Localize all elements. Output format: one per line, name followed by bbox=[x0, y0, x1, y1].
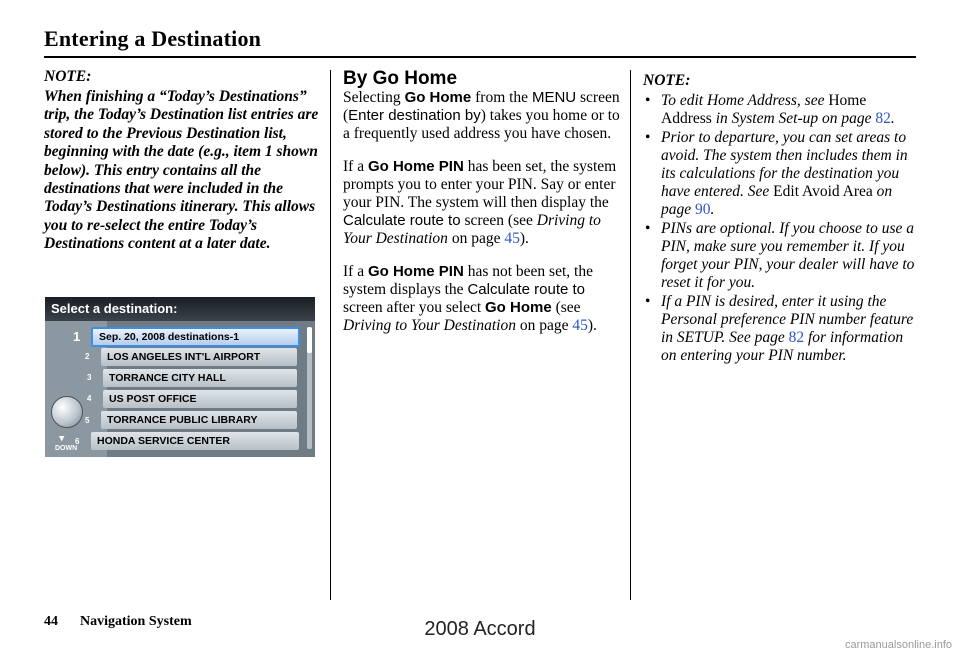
notes-list bbox=[643, 92, 919, 365]
list-item[interactable]: US POST OFFICE bbox=[103, 390, 297, 408]
nav-screen-image bbox=[45, 297, 315, 457]
section-heading: By Go Home bbox=[343, 68, 458, 89]
column-1 bbox=[44, 68, 320, 254]
column-2 bbox=[343, 68, 621, 350]
page-link[interactable]: 82 bbox=[875, 110, 891, 127]
row-number: 5 bbox=[85, 416, 90, 425]
list-item: • Prior to departure, you can set areas to avoid. The system then includes them in its calculations for the destination you have entered. See Edit Avoid Area on page 90. bbox=[643, 129, 919, 219]
list-item[interactable]: LOS ANGELES INT'L AIRPORT bbox=[101, 348, 297, 366]
column-divider-1 bbox=[330, 70, 331, 600]
list-item: • If a PIN is desired, enter it using the Personal preference PIN number feature in SETUP. See page 82 for information on entering your PIN number. bbox=[643, 293, 919, 365]
row-number: 3 bbox=[87, 373, 92, 382]
list-item[interactable]: TORRANCE CITY HALL bbox=[103, 369, 297, 387]
paragraph-1: Selecting Go Home from the MENU screen (Enter destination by) takes you home or to a frequently used address you have chosen. bbox=[343, 89, 620, 142]
note-label: NOTE: bbox=[44, 68, 92, 85]
page-title: Entering a Destination bbox=[44, 26, 262, 51]
paragraph-2: If a Go Home PIN has been set, the system prompts you to enter your PIN. Say or enter your PIN. The system will then display the Calculate route to screen (see Driving to Your Destination on page 45). bbox=[343, 158, 617, 247]
page-link[interactable]: 45 bbox=[572, 317, 588, 334]
row-number: 6 bbox=[75, 437, 80, 446]
paragraph-3: If a Go Home PIN has not been set, the system displays the Calculate route to screen after you select Go Home (see Driving to Your Destination on page 45). bbox=[343, 263, 597, 334]
column-divider-2 bbox=[630, 70, 631, 600]
title-rule bbox=[44, 56, 916, 58]
row-number: 4 bbox=[87, 394, 92, 403]
down-arrow-icon: ▼ bbox=[59, 434, 65, 444]
down-label: DOWN bbox=[55, 445, 78, 452]
row-number: 2 bbox=[85, 352, 90, 361]
page-link[interactable]: 90 bbox=[695, 201, 711, 218]
note-label: NOTE: bbox=[643, 72, 691, 89]
nav-screen-header: Select a destination: bbox=[45, 297, 315, 321]
footer-model: 2008 Accord bbox=[424, 618, 536, 640]
list-item: • PINs are optional. If you choose to use a PIN, make sure you remember it. If you forget your PIN, your dealer will have to reset it for you. bbox=[643, 220, 919, 292]
watermark: carmanualsonline.info bbox=[844, 639, 952, 651]
list-item[interactable]: HONDA SERVICE CENTER bbox=[91, 432, 299, 450]
column-3 bbox=[643, 72, 919, 366]
footer-section-title: Navigation System bbox=[80, 614, 192, 629]
row-number: 1 bbox=[73, 329, 81, 344]
page-link[interactable]: 45 bbox=[504, 230, 520, 247]
list-item-selected[interactable]: Sep. 20, 2008 destinations-1 bbox=[91, 327, 300, 347]
scrollbar-thumb[interactable] bbox=[307, 327, 312, 353]
page-number: 44 bbox=[44, 614, 58, 629]
page-link[interactable]: 82 bbox=[788, 329, 805, 346]
note-text: When finishing a “Today’s Destinations” trip, the Today’s Destination list entries are stored to the Previous Destination list, beginning with the date (e.g., item 1 shown below). This entry contains all the destinations that were included in the Today’s Destinations itinerary. This allows you to re-select the entire Today’s Destinations content at a later date. bbox=[44, 88, 319, 253]
joystick-knob-icon bbox=[51, 396, 83, 428]
list-item[interactable]: TORRANCE PUBLIC LIBRARY bbox=[101, 411, 297, 429]
list-item: • To edit Home Address, see Home Address in System Set-up on page 82. bbox=[643, 92, 919, 128]
